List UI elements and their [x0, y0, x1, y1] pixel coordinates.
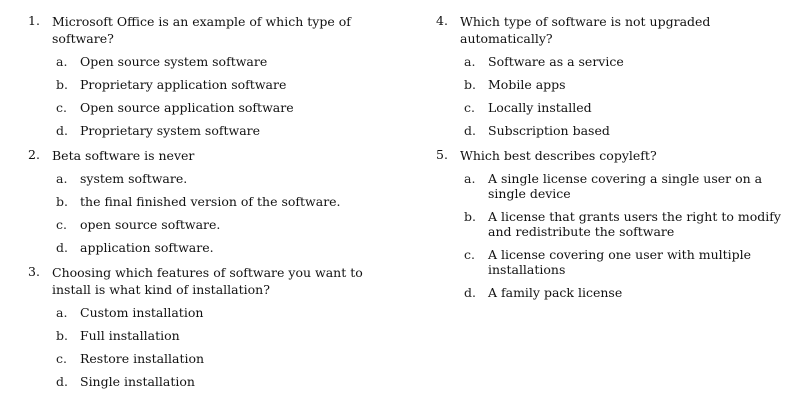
- question-text: Beta software is never: [52, 148, 195, 163]
- question-number: 4.: [436, 13, 448, 28]
- option-c[interactable]: [464, 247, 796, 277]
- option-text: A license that grants users the right to modify and redistribute the software: [488, 209, 781, 239]
- option-letter: a.: [56, 171, 68, 186]
- option-a[interactable]: [56, 171, 388, 186]
- question-1: [28, 12, 388, 138]
- option-letter: b.: [56, 194, 68, 209]
- question-text: Which type of software is not upgraded automatically?: [460, 14, 711, 46]
- question-number: 5.: [436, 147, 448, 162]
- option-letter: a.: [56, 305, 68, 320]
- option-d[interactable]: [464, 285, 796, 300]
- option-text: Proprietary system software: [80, 123, 261, 138]
- option-d[interactable]: [464, 123, 796, 138]
- option-b[interactable]: [56, 77, 388, 92]
- option-letter: c.: [56, 100, 67, 115]
- option-text: Single installation: [80, 374, 195, 389]
- option-letter: c.: [56, 217, 67, 232]
- option-text: Locally installed: [488, 100, 592, 115]
- option-text: open source software.: [80, 217, 221, 232]
- option-b[interactable]: [464, 209, 796, 239]
- option-list: [436, 54, 796, 138]
- option-text: Subscription based: [488, 123, 610, 138]
- option-a[interactable]: [464, 171, 796, 201]
- option-text: Custom installation: [80, 305, 204, 320]
- option-letter: a.: [464, 171, 476, 186]
- option-letter: b.: [56, 77, 68, 92]
- option-letter: c.: [464, 100, 475, 115]
- option-text: Open source system software: [80, 54, 268, 69]
- option-list: [28, 54, 388, 138]
- question-2: [28, 146, 388, 255]
- option-a[interactable]: [56, 54, 388, 69]
- option-text: A license covering one user with multiple installations: [488, 247, 752, 277]
- option-text: A family pack license: [488, 285, 623, 300]
- option-letter: d.: [56, 374, 68, 389]
- question-4: [436, 12, 796, 138]
- option-b[interactable]: [56, 328, 388, 343]
- option-c[interactable]: [56, 217, 388, 232]
- question-3: [28, 263, 388, 389]
- question-number: 1.: [28, 13, 40, 28]
- left-column: [28, 12, 388, 397]
- option-letter: b.: [56, 328, 68, 343]
- question-number: 2.: [28, 147, 40, 162]
- option-letter: d.: [464, 123, 476, 138]
- option-letter: d.: [56, 123, 68, 138]
- option-c[interactable]: [56, 351, 388, 366]
- option-a[interactable]: [464, 54, 796, 69]
- option-a[interactable]: [56, 305, 388, 320]
- option-text: application software.: [80, 240, 214, 255]
- option-letter: b.: [464, 77, 476, 92]
- option-text: the final finished version of the software.: [80, 194, 341, 209]
- option-text: Open source application software: [80, 100, 294, 115]
- option-letter: c.: [464, 247, 475, 262]
- option-letter: a.: [56, 54, 68, 69]
- option-list: [436, 171, 796, 300]
- option-text: Full installation: [80, 328, 180, 343]
- option-letter: a.: [464, 54, 476, 69]
- option-text: Proprietary application software: [80, 77, 287, 92]
- question-5: [436, 146, 796, 300]
- option-b[interactable]: [464, 77, 796, 92]
- question-number: 3.: [28, 264, 40, 279]
- option-letter: d.: [56, 240, 68, 255]
- option-text: Restore installation: [80, 351, 205, 366]
- option-c[interactable]: [56, 100, 388, 115]
- option-text: A single license covering a single user on a single device: [488, 171, 763, 201]
- option-d[interactable]: [56, 240, 388, 255]
- option-list: [28, 305, 388, 389]
- option-letter: c.: [56, 351, 67, 366]
- option-c[interactable]: [464, 100, 796, 115]
- option-d[interactable]: [56, 123, 388, 138]
- option-text: Software as a service: [488, 54, 624, 69]
- option-text: system software.: [80, 171, 188, 186]
- question-text: Choosing which features of software you want to install is what kind of installation?: [52, 265, 363, 297]
- question-text: Which best describes copyleft?: [460, 148, 657, 163]
- option-text: Mobile apps: [488, 77, 566, 92]
- option-b[interactable]: [56, 194, 388, 209]
- option-letter: d.: [464, 285, 476, 300]
- right-column: [436, 12, 796, 308]
- question-text: Microsoft Office is an example of which type of software?: [52, 14, 351, 46]
- option-d[interactable]: [56, 374, 388, 389]
- option-list: [28, 171, 388, 255]
- option-letter: b.: [464, 209, 476, 224]
